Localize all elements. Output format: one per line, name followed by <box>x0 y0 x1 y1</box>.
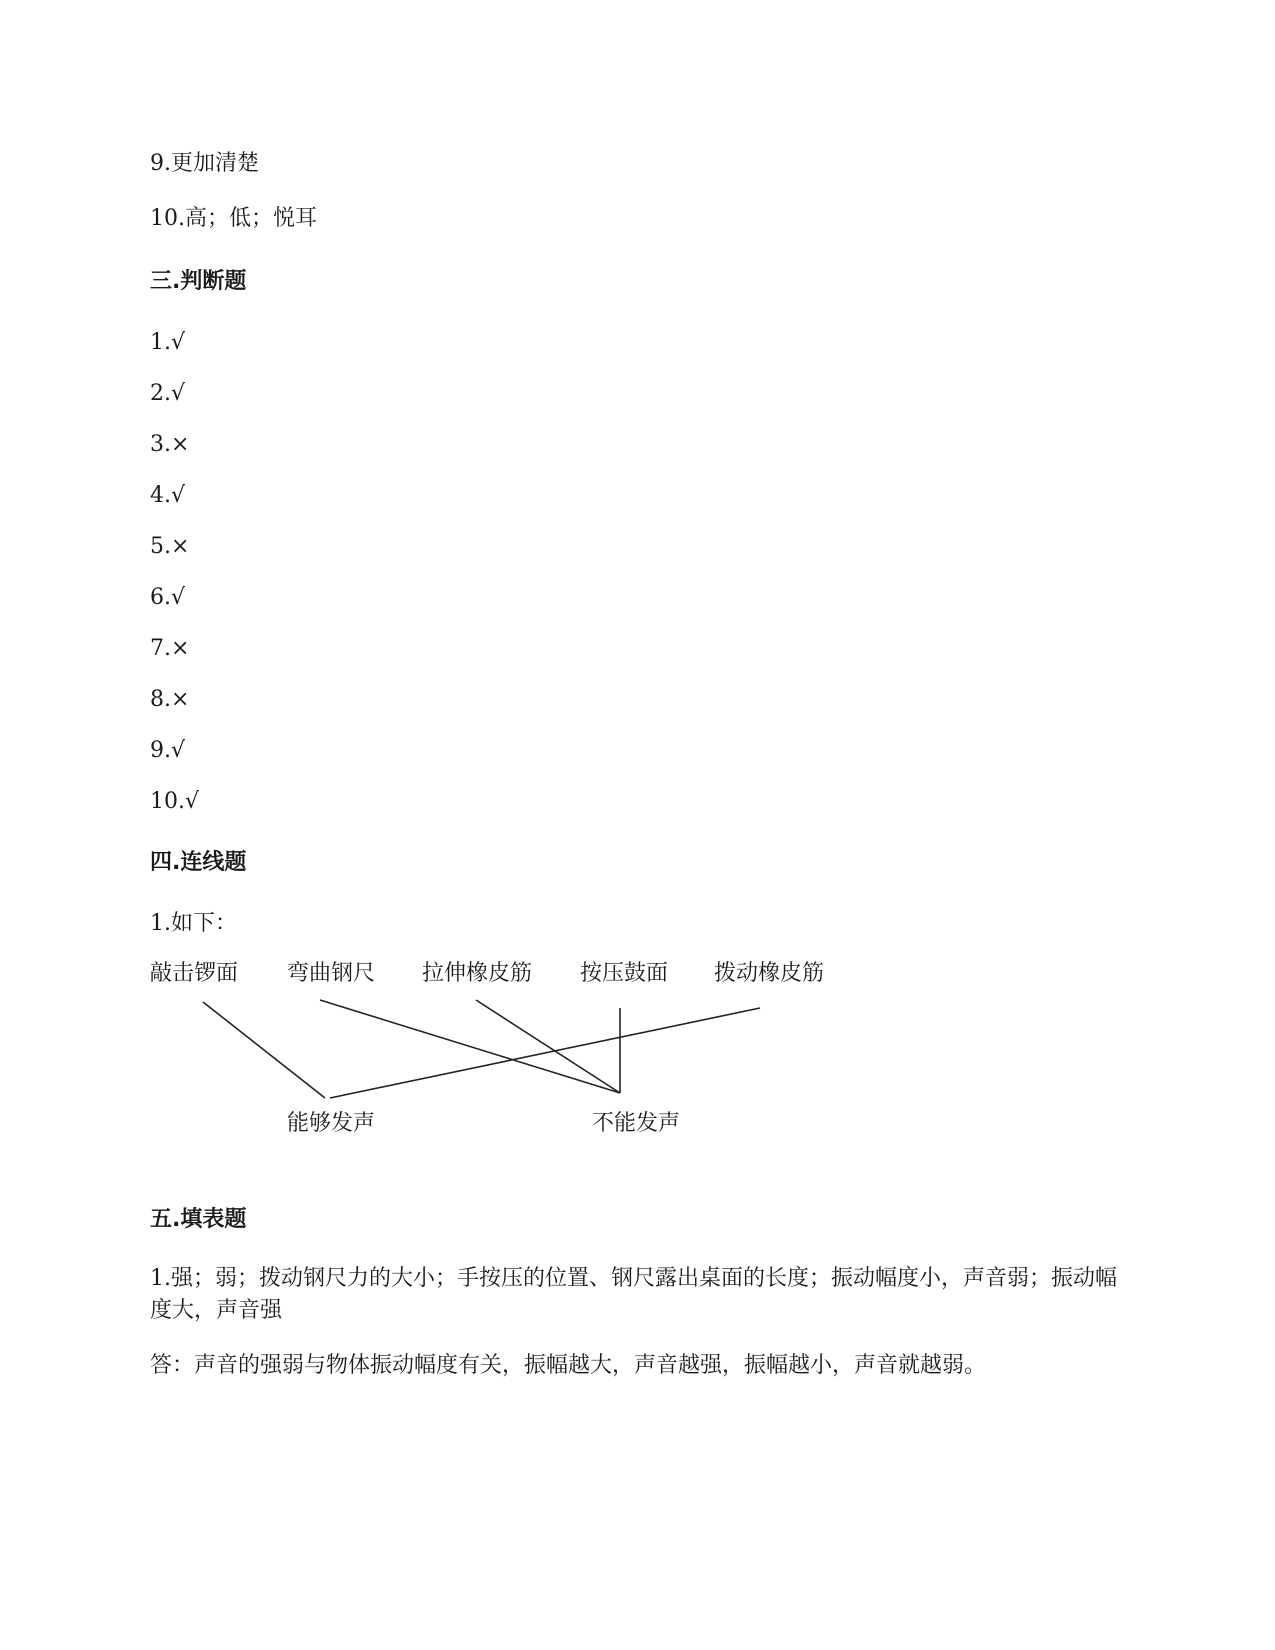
connector-stretch-cannot <box>476 1000 620 1093</box>
connector-pluck-can <box>330 1008 760 1098</box>
top-label-gong: 敲击锣面 <box>150 961 239 986</box>
judgement-item: 10.√ <box>150 789 200 814</box>
judgement-item: 3.× <box>150 432 190 457</box>
judgement-item: 4.√ <box>150 483 186 508</box>
section-heading-judgement: 三.判断题 <box>150 269 247 294</box>
judgement-item: 5.× <box>150 534 190 559</box>
judgement-item: 7.× <box>150 636 190 661</box>
judgement-item: 1.√ <box>150 330 186 355</box>
judgement-item: 8.× <box>150 687 190 712</box>
table-explanation: 答：声音的强弱与物体振动幅度有关，振幅越大，声音越强，振幅越小，声音就越弱。 <box>150 1353 987 1378</box>
top-label-ruler: 弯曲钢尺 <box>287 961 376 986</box>
answer-line-9: 9.更加清楚 <box>150 151 259 176</box>
matching-item-label: 1.如下： <box>150 911 237 936</box>
matching-diagram <box>150 961 890 1215</box>
judgement-item: 6.√ <box>150 585 186 610</box>
section-heading-matching: 四.连线题 <box>150 850 247 875</box>
bottom-label-can-sound: 能够发声 <box>287 1111 376 1136</box>
top-label-drum: 按压鼓面 <box>580 961 669 986</box>
table-answer: 1.强；弱；拨动钢尺力的大小；手按压的位置、钢尺露出桌面的长度；振动幅度小，声音弱；振动幅度大，声音强 <box>150 1266 1117 1323</box>
top-label-pluck-band: 拨动橡皮筋 <box>714 961 825 986</box>
section-heading-table: 五.填表题 <box>150 1207 247 1232</box>
bottom-label-cannot-sound: 不能发声 <box>592 1111 681 1136</box>
answer-line-10: 10.高；低；悦耳 <box>150 206 317 231</box>
top-label-stretch-band: 拉伸橡皮筋 <box>422 961 533 986</box>
connector-gong-can <box>203 1002 325 1098</box>
judgement-item: 9.√ <box>150 738 186 763</box>
judgement-item: 2.√ <box>150 381 186 406</box>
